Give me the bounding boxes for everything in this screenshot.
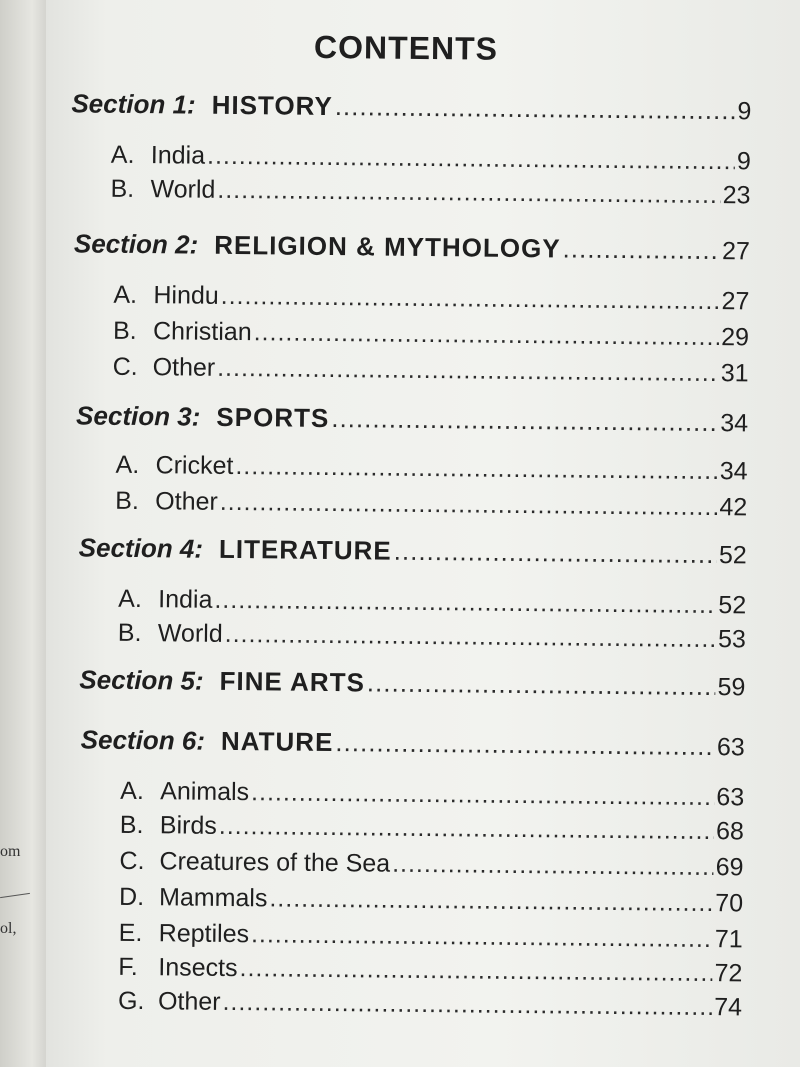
page-number: 34 [720,409,749,438]
dot-leader [251,778,715,812]
dot-leader [217,176,721,210]
item-title: World [150,175,216,204]
toc-item-row[interactable] [115,487,747,526]
adjacent-page-rule [0,893,30,898]
dot-leader [331,403,718,438]
item-letter: B. [112,316,137,345]
toc-item-row[interactable] [118,953,742,992]
dot-leader [269,884,713,918]
adjacent-page-edge [0,0,46,1067]
section-title: SPORTS [216,401,330,434]
dot-leader [214,586,716,620]
item-title: Insects [158,953,238,983]
item-letter: D. [118,882,145,912]
dot-leader [207,142,735,177]
dot-leader [251,920,713,954]
dot-leader [222,988,712,1022]
dot-leader [254,318,720,352]
page-number: 59 [717,673,746,702]
page-number: 9 [737,97,752,126]
item-title: India [150,141,206,170]
toc-section-row[interactable] [79,532,747,571]
dot-leader [392,850,714,882]
page-number: 52 [718,591,747,620]
item-title: Christian [152,317,252,347]
dot-leader [225,620,717,654]
item-title: Other [157,987,221,1016]
dot-leader [562,233,720,266]
item-letter: C. [112,352,138,381]
page-number: 70 [715,889,744,918]
page-number: 52 [718,541,747,570]
page-number: 69 [715,853,744,882]
toc-item-row[interactable] [118,987,742,1026]
toc-item-row[interactable] [112,353,748,392]
toc-item-row[interactable] [118,585,746,624]
section-title: HISTORY [211,89,333,122]
section-label: Section 2: [73,228,199,260]
item-letter: A. [110,140,135,169]
item-title: Reptiles [158,919,250,949]
toc-item-row[interactable] [113,281,749,320]
item-title: Creatures of the Sea [159,847,391,878]
toc-item-row[interactable] [110,175,750,214]
toc-item-row[interactable] [119,847,743,886]
section-label: Section 1: [71,88,196,120]
item-title: Mammals [158,883,268,913]
adjacent-page-text-fragment: ol, [0,920,17,937]
page-number: 34 [719,457,748,486]
item-title: Other [155,487,218,516]
section-label: Section 3: [75,400,201,432]
contents-page [46,0,800,1067]
item-letter: G. [117,986,145,1016]
section-title: FINE ARTS [219,665,366,698]
section-title: LITERATURE [218,533,392,566]
page-number: 68 [715,817,744,846]
toc-item-row[interactable] [120,811,744,850]
toc-section-row[interactable] [74,228,750,267]
page-number: 29 [721,323,750,352]
page-number: 71 [714,925,743,954]
item-title: Hindu [153,281,219,310]
item-letter: B. [115,486,140,516]
item-letter: B. [119,810,144,840]
dot-leader [367,667,716,702]
toc-section-row[interactable] [79,664,745,703]
page-number: 23 [722,181,751,210]
page-number: 74 [714,993,743,1022]
item-letter: A. [113,280,138,309]
section-title: RELIGION & MYTHOLOGY [214,229,561,264]
item-title: Cricket [155,451,234,481]
dot-leader [235,452,718,486]
toc-section-row[interactable] [76,400,748,439]
section-title: NATURE [220,725,334,758]
toc-item-row[interactable] [118,619,746,658]
toc-section-row[interactable] [71,88,751,127]
dot-leader [221,282,720,316]
page-number: 63 [716,733,745,762]
page-number: 27 [721,287,750,316]
toc-item-row[interactable] [111,141,751,180]
item-letter: E. [118,918,143,948]
item-letter: B. [110,174,135,203]
page-number: 42 [719,493,748,522]
item-title: World [157,619,223,648]
page-number: 63 [716,783,745,812]
item-letter: A. [115,450,140,480]
section-label: Section 5: [79,664,204,696]
item-letter: A. [120,776,144,806]
item-title: Birds [159,811,217,840]
toc-item-row[interactable] [119,919,743,958]
item-letter: F. [118,952,138,982]
dot-leader [217,354,719,388]
item-title: Animals [160,777,250,807]
page-number: 31 [720,359,749,388]
page-number: 9 [736,147,751,176]
toc-item-row[interactable] [113,317,749,356]
dot-leader [335,91,736,126]
item-title: Other [152,353,216,382]
section-label: Section 6: [80,724,206,756]
item-title: India [158,585,213,614]
toc-item-row[interactable] [119,883,743,922]
toc-item-row[interactable] [120,777,744,816]
item-letter: C. [119,846,145,876]
page-title: CONTENTS [313,28,499,67]
dot-leader [394,536,718,570]
dot-leader [239,954,712,988]
page-number: 53 [717,625,746,654]
toc-item-row[interactable] [115,451,747,490]
toc-section-row[interactable] [81,724,745,763]
item-letter: A. [118,584,143,614]
dot-leader [220,488,718,522]
adjacent-page-text-fragment: om [0,843,21,860]
dot-leader [219,812,714,846]
dot-leader [335,727,715,762]
page-number: 27 [721,237,751,266]
page-number: 72 [714,959,743,988]
item-letter: B. [117,618,142,648]
section-label: Section 4: [78,532,204,564]
book-page [46,0,800,1067]
